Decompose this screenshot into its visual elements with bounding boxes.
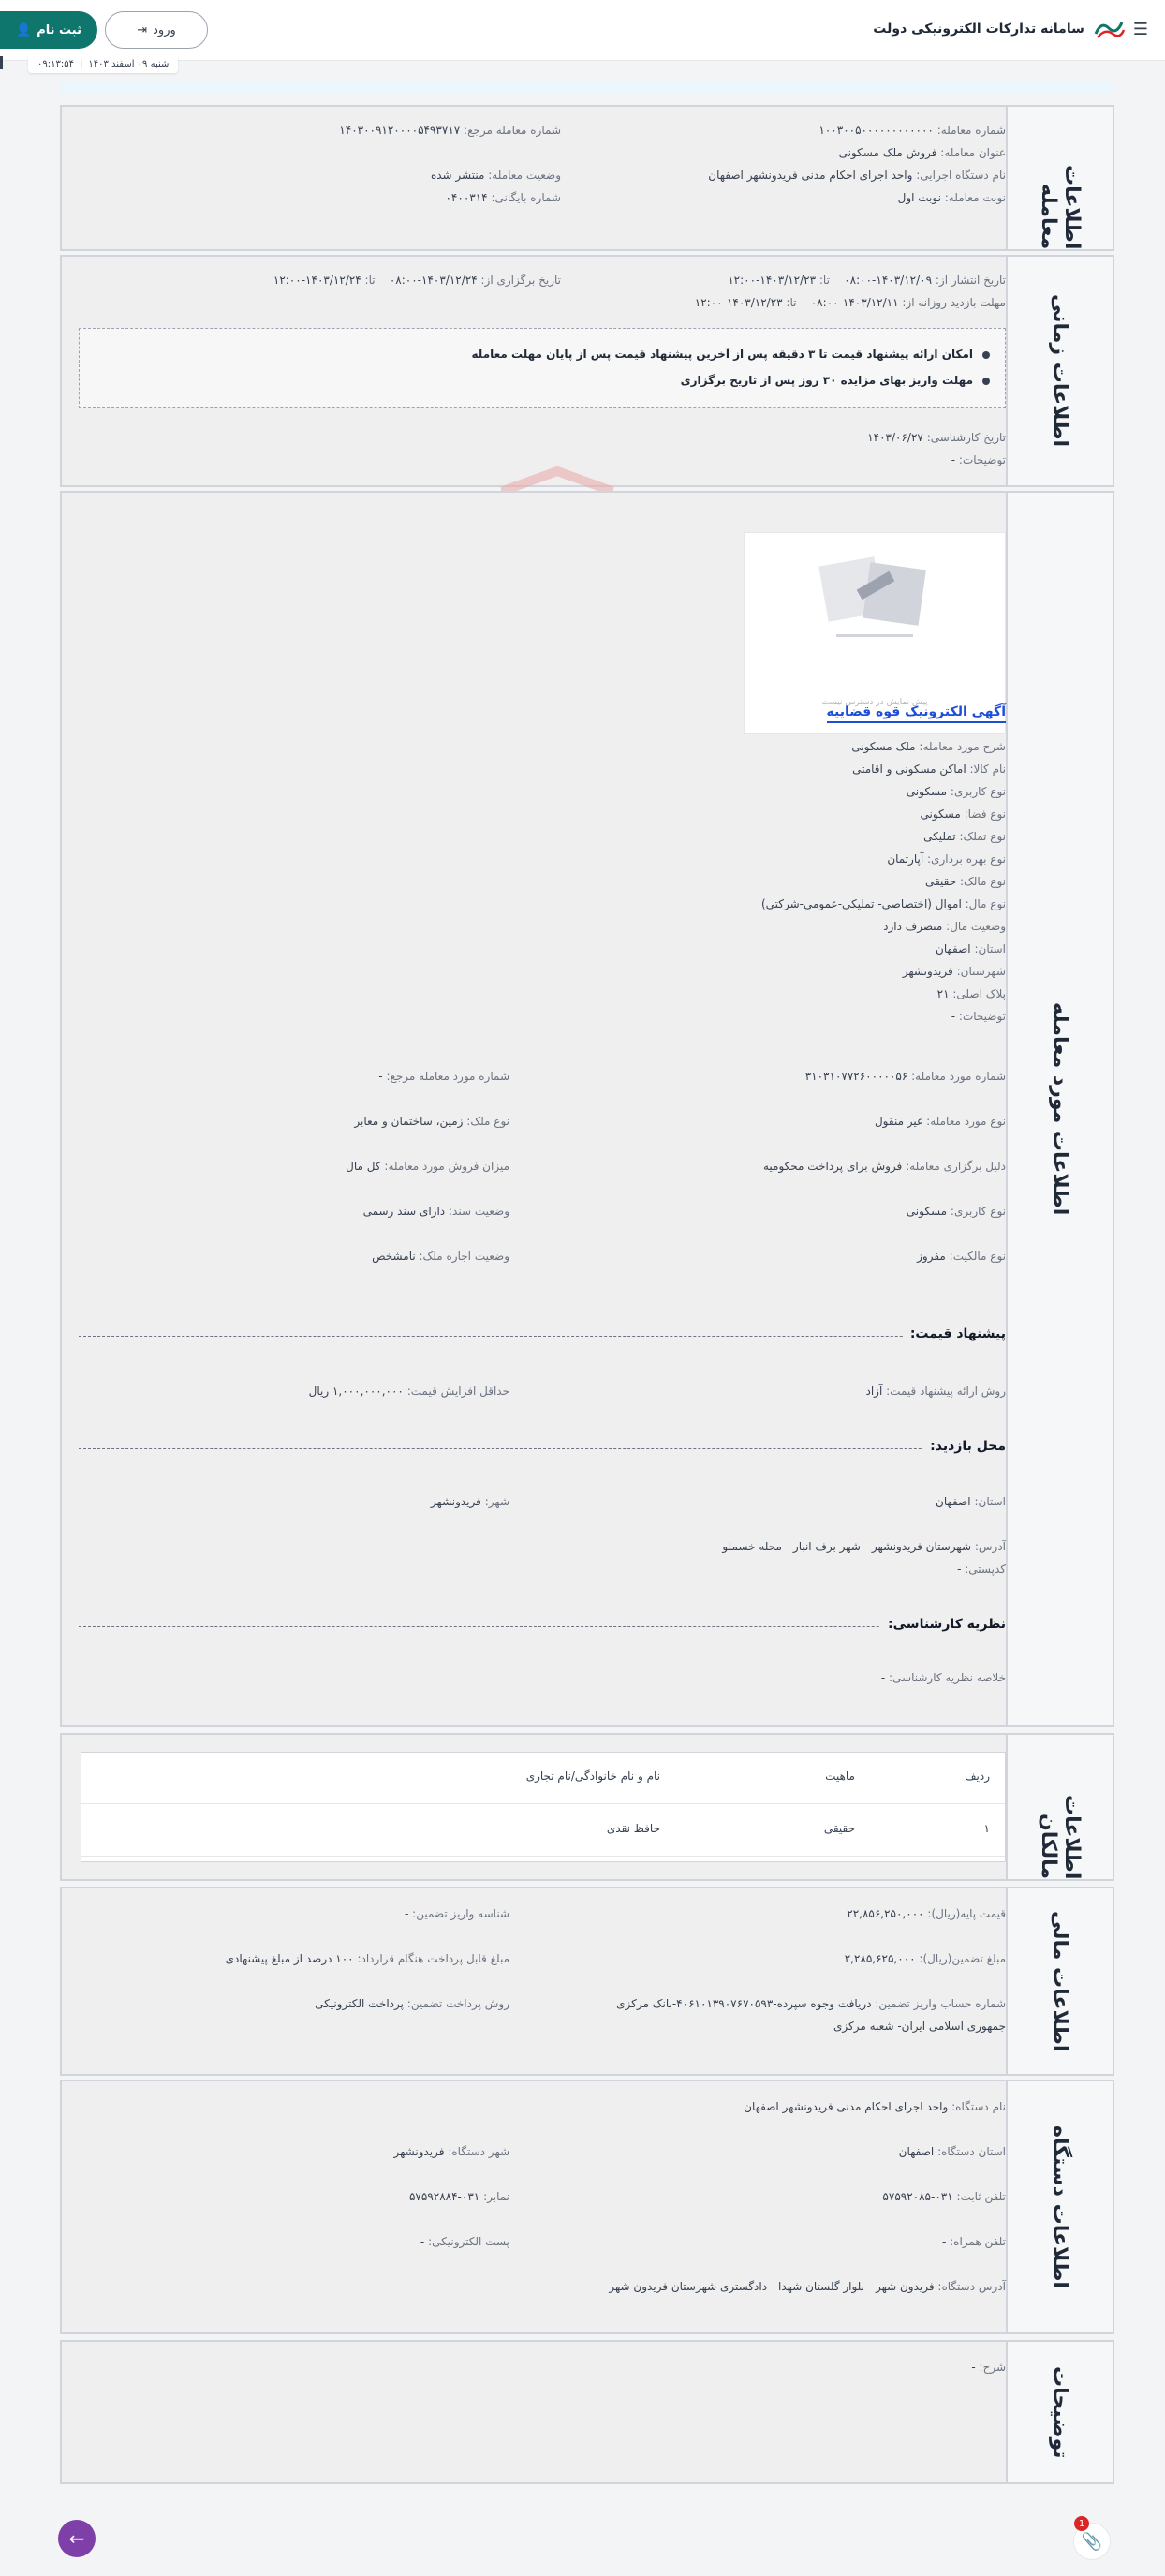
agency-fax: نمابر: ۰۳۱-۵۷۵۹۲۸۸۴: [408, 2190, 509, 2203]
item-detail-row: نوع کاربری: مسکونی: [906, 785, 1006, 798]
agency-province: استان دستگاه: اصفهان: [898, 2145, 1006, 2158]
item-detail-row: شهرستان: فریدونشهر: [902, 965, 1006, 978]
user-plus-icon: 👤: [16, 22, 32, 37]
side-indicator: [0, 56, 3, 69]
divider: [79, 1448, 1006, 1449]
guarantee-account: شماره حساب واریز تضمین: دریافت وجوه سپرده-۴۰۶۱۰۱۳۹۰۷۶۷۰۵۹۳-بانک مرکزی: [616, 1997, 1006, 2010]
agency-phone: تلفن ثابت: ۰۳۱-۵۷۵۹۲۰۸۵: [882, 2190, 1006, 2203]
deal-number: شماره معامله: ۱۰۰۳۰۰۵۰۰۰۰۰۰۰۰۰۰۰۰: [818, 124, 1006, 137]
visit-postal: کدپستی: -: [957, 1562, 1006, 1576]
col-nature-header: ماهیت: [825, 1769, 855, 1783]
section-label: اطلاعات زمانی: [1006, 257, 1113, 485]
deal-ref-number: شماره معامله مرجع: ۱۴۰۳۰۰۹۱۲۰۰۰۰۵۴۹۳۷۱۷: [339, 124, 561, 137]
hamburger-icon[interactable]: ☰: [1132, 19, 1148, 39]
finance-section: [60, 1887, 1114, 2076]
section-label: اطلاعات دستگاه: [1006, 2081, 1113, 2332]
property-type: نوع ملک: زمین، ساختمان و معابر: [354, 1115, 509, 1128]
col-name-header: نام و نام خانوادگی/نام تجاری: [525, 1769, 660, 1783]
agency-email: پست الکترونیکی: -: [420, 2235, 509, 2248]
sale-amount: میزان فروش مورد معامله: کل مال: [346, 1160, 509, 1173]
condition-item: مهلت واریز بهای مزایده ۳۰ روز پس از تاریخ برگزاری: [681, 374, 990, 387]
visit-address: آدرس: شهرستان فریدونشهر - شهر برف انبار - محله خسملو: [722, 1540, 1006, 1553]
divider: [79, 1336, 1006, 1337]
item-detail-row: شرح مورد معامله: ملک مسکونی: [851, 740, 1006, 753]
item-usage: نوع کاربری: مسکونی: [906, 1205, 1006, 1218]
time-description: توضیحات: -: [951, 453, 1006, 466]
visit-heading: محل بازدید:: [922, 1439, 1006, 1454]
item-info-section: [60, 491, 1114, 1727]
item-detail-row: استان: اصفهان: [936, 942, 1006, 955]
deal-status: وضعیت معامله: منتشر شده: [430, 169, 561, 182]
divider: [79, 1626, 1006, 1627]
min-increase: حداقل افزایش قیمت: ۱,۰۰۰,۰۰۰,۰۰۰ ریال: [308, 1384, 509, 1398]
notes-section: [60, 2340, 1114, 2484]
section-label: توضیحات: [1006, 2342, 1113, 2482]
item-detail-row: پلاک اصلی: ۲۱: [936, 987, 1006, 1000]
item-ref-number: شماره مورد معامله مرجع: -: [378, 1070, 509, 1083]
item-detail-row: نوع بهره برداری: آپارتمان: [887, 852, 1006, 866]
lease-status: وضعیت اجاره ملک: نامشخص: [372, 1250, 509, 1263]
col-row-header: ردیف: [965, 1769, 990, 1783]
ad-title-link[interactable]: آگهی الکترونیک قوه قضاییه: [827, 704, 1007, 723]
item-detail-row: وضعیت مال: متصرف دارد: [883, 920, 1006, 933]
visit-province: استان: اصفهان: [936, 1495, 1006, 1508]
notice-strip: [60, 81, 1113, 94]
base-price: قیمت پایه(ریال): ۲۲,۸۵۶,۲۵۰,۰۰۰: [847, 1907, 1006, 1920]
notes-description: شرح: -: [971, 2361, 1006, 2374]
item-detail-row: نام کالا: اماکن مسکونی و اقامتی: [852, 762, 1006, 776]
register-button[interactable]: [0, 11, 97, 49]
setad-logo: [1092, 17, 1126, 41]
gavel-icon: [745, 533, 1005, 683]
hold-reason: دلیل برگزاری معامله: فروش برای پرداخت محکومیه: [763, 1160, 1006, 1173]
publish-date: تاریخ انتشار از: ۱۴۰۳/۱۲/۰۹-۰۸:۰۰ تا: ۱۴۰۳/۱۲/۲۳-۱۲:۰۰: [728, 274, 1006, 287]
expert-summary: خلاصه نظریه کارشناسی: -: [880, 1671, 1006, 1684]
register-label: ثبت نام: [37, 22, 81, 37]
offer-method: روش ارائه پیشنهاد قیمت: آزاد: [865, 1384, 1006, 1398]
section-label: اطلاعات مالی: [1006, 1888, 1113, 2074]
conditions-box: [79, 328, 1006, 408]
owner-row-nature: حقیقی: [823, 1822, 855, 1835]
guarantee-amount: مبلغ تضمین(ریال): ۲,۲۸۵,۶۲۵,۰۰۰: [844, 1952, 1006, 1965]
guarantee-id: شناسه واریز تضمین: -: [405, 1907, 509, 1920]
paperclip-icon: 📎: [1081, 2531, 1103, 2552]
visit-deadline: مهلت بازدید روزانه از: ۱۴۰۳/۱۲/۱۱-۰۸:۰۰ تا: ۱۴۰۳/۱۲/۲۳-۱۲:۰۰: [694, 296, 1006, 309]
item-detail-row: نوع فضا: مسکونی: [920, 807, 1006, 821]
date-time-box: شنبه ۰۹ اسفند ۱۴۰۳ | ۰۹:۱۳:۵۴: [28, 54, 178, 73]
ownership-type: نوع مالکیت: مفروز: [917, 1250, 1006, 1263]
item-type: نوع مورد معامله: غیر منقول: [874, 1115, 1006, 1128]
deal-title: عنوان معامله: فروش ملک مسکونی: [838, 146, 1006, 159]
condition-item: امکان ارائه پیشنهاد قیمت تا ۳ دقیقه پس از آخرین پیشنهاد قیمت پس از پایان مهلت معامله: [472, 348, 990, 361]
login-label: ورود: [153, 22, 176, 37]
item-detail-row: نوع مال: اموال (اختصاصی- تملیکی-عمومی-شرکتی): [760, 897, 1006, 910]
agency-mobile: تلفن همراه: -: [941, 2235, 1006, 2248]
section-label: اطلاعات مورد معامله: [1006, 493, 1113, 1725]
deal-agency: نام دستگاه اجرایی: واحد اجرای احکام مدنی فریدونشهر اصفهان: [708, 169, 1006, 182]
deal-archive: شماره بایگانی: ۰۴۰۰۳۱۴: [445, 191, 561, 204]
deal-info-section: [60, 105, 1114, 251]
site-title[interactable]: سامانه تدارکات الکترونیکی دولت: [873, 22, 1084, 37]
agency-section: [60, 2080, 1114, 2334]
deal-turn: نوبت معامله: نوبت اول: [897, 191, 1006, 204]
arrow-left-icon: ←: [68, 2527, 85, 2550]
owner-row-index: ۱: [983, 1822, 990, 1835]
item-number: شماره مورد معامله: ۳۱۰۳۱۰۷۷۲۶۰۰۰۰۰۵۶: [804, 1070, 1006, 1083]
sign-in-icon: ⇥: [137, 22, 148, 37]
owners-table: [81, 1752, 1006, 1862]
attachments-badge: 1: [1074, 2516, 1089, 2531]
hold-date: تاریخ برگزاری از: ۱۴۰۳/۱۲/۲۴-۰۸:۰۰ تا: ۱۴۰۳/۱۲/۲۴-۱۲:۰۰: [273, 274, 561, 287]
item-detail-row: توضیحات: -: [951, 1010, 1006, 1023]
login-button[interactable]: [105, 11, 208, 49]
guarantee-account-line2: جمهوری اسلامی ایران- شعبه مرکزی: [833, 2020, 1006, 2033]
attachments-button[interactable]: [1073, 2518, 1111, 2560]
owners-section: [60, 1733, 1114, 1881]
owner-row-name: حافظ نقدی: [606, 1822, 660, 1835]
offer-heading: پیشنهاد قیمت:: [903, 1326, 1006, 1341]
expert-date: تاریخ کارشناسی: ۱۴۰۳/۰۶/۲۷: [867, 431, 1006, 444]
image-caption: پیش نمایش در دسترس نیست: [821, 698, 928, 707]
contract-payment: مبلغ قابل پرداخت هنگام قرارداد: ۱۰۰ درصد از مبلغ پیشنهادی: [225, 1952, 509, 1965]
expert-heading: نظریه کارشناسی:: [880, 1617, 1006, 1632]
deed-status: وضعیت سند: دارای سند رسمی: [362, 1205, 509, 1218]
section-label: اطلاعات معامله: [1006, 107, 1113, 249]
item-detail-row: نوع مالک: حقیقی: [924, 875, 1006, 888]
time-info-section: [60, 255, 1114, 487]
date-text: شنبه ۰۹ اسفند ۱۴۰۳: [88, 58, 170, 69]
brand: [873, 17, 1148, 41]
guarantee-method: روش پرداخت تضمین: پرداخت الکترونیکی: [315, 1997, 509, 2010]
back-button[interactable]: [58, 2520, 96, 2557]
agency-city: شهر دستگاه: فریدونشهر: [393, 2145, 509, 2158]
time-text: ۰۹:۱۳:۵۴: [37, 58, 74, 69]
section-label: اطلاعات مالکان: [1006, 1735, 1113, 1879]
visit-city: شهر: فریدونشهر: [430, 1495, 509, 1508]
agency-address: آدرس دستگاه: فریدون شهر - بلوار گلستان شهدا - دادگستری شهرستان فریدون شهر: [609, 2280, 1006, 2293]
top-bar: [0, 0, 1165, 61]
item-detail-row: نوع تملک: تملیکی: [923, 830, 1006, 843]
agency-name: نام دستگاه: واحد اجرای احکام مدنی فریدونشهر اصفهان: [744, 2100, 1006, 2113]
